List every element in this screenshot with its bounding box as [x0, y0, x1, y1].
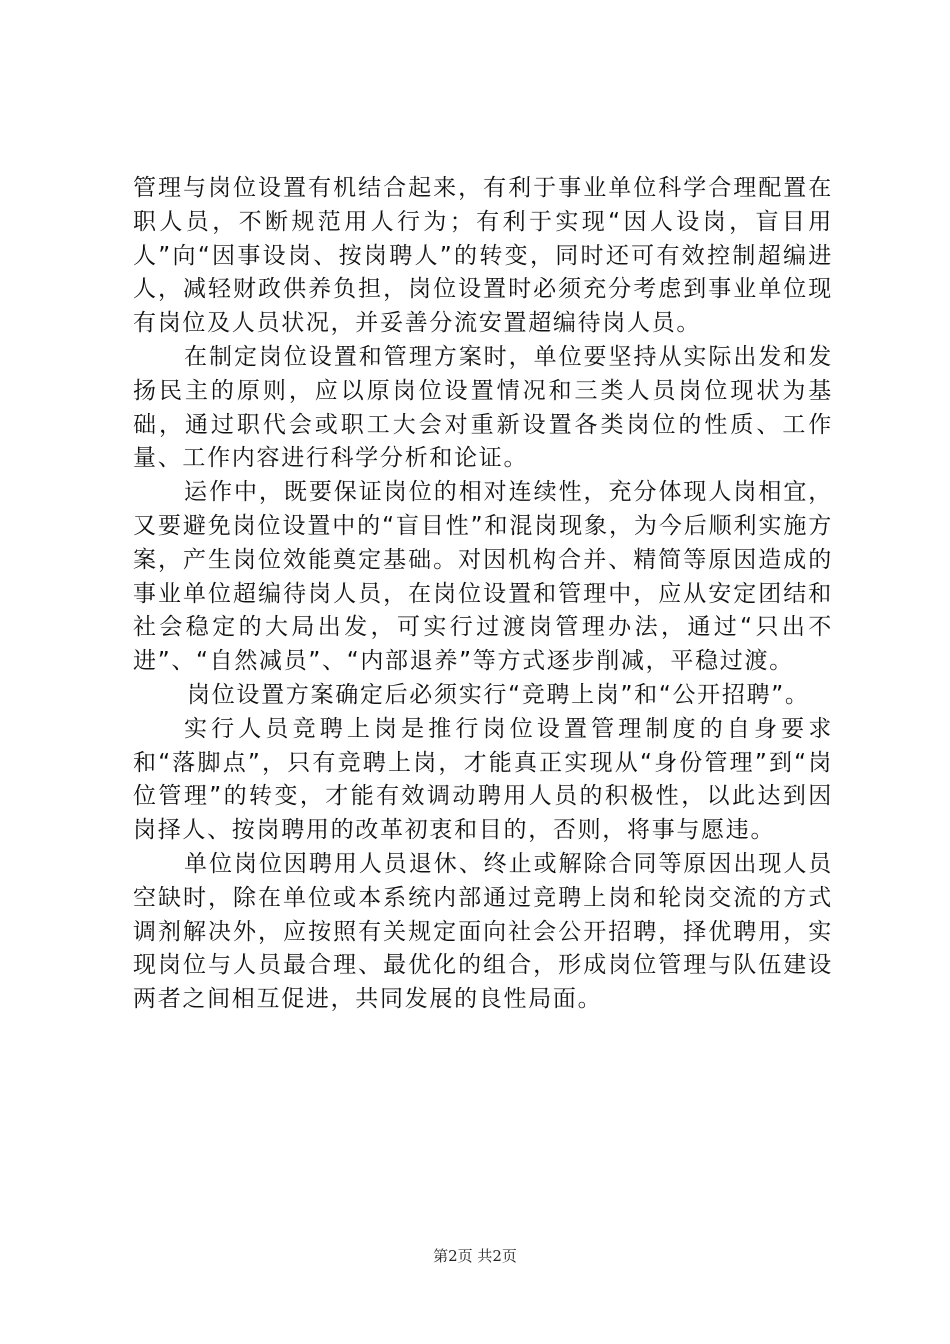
document-body	[133, 172, 833, 1017]
paragraph-6: 单位岗位因聘用人员退休、终止或解除合同等原因出现人员空缺时，除在单位或本系统内部通过竞聘上岗和轮岗交流的方式调剂解决外，应按照有关规定面向社会公开招聘，择优聘用，实现岗位与人员最合理、最优化的组合，形成岗位管理与队伍建设两者之间相互促进，共同发展的良性局面。	[133, 850, 833, 1013]
paragraph-3: 运作中，既要保证岗位的相对连续性，充分体现人岗相宜，又要避免岗位设置中的“盲目性”和混岗现象，为今后顺利实施方案，产生岗位效能奠定基础。对因机构合并、精简等原因造成的事业单位超编待岗人员，在岗位设置和管理中，应从安定团结和社会稳定的大局出发，可实行过渡岗管理办法，通过“只出不进”、“自然减员”、“内部退养”等方式逐步削减，平稳过渡。	[133, 479, 833, 675]
page-number: 第2页 共2页	[433, 1247, 517, 1265]
paragraph-5: 实行人员竞聘上岗是推行岗位设置管理制度的自身要求和“落脚点”，只有竞聘上岗，才能真正实现从“身份管理”到“岗位管理”的转变，才能有效调动聘用人员的积极性，以此达到因岗择人、按岗聘用的改革初衷和目的，否则，将事与愿违。	[133, 715, 833, 844]
paragraph-2: 在制定岗位设置和管理方案时，单位要坚持从实际出发和发扬民主的原则，应以原岗位设置情况和三类人员岗位现状为基础，通过职代会或职工大会对重新设置各类岗位的性质、工作量、工作内容进行科学分析和论证。	[133, 343, 833, 472]
paragraph-1: 管理与岗位设置有机结合起来，有利于事业单位科学合理配置在职人员，不断规范用人行为；有利于实现“因人设岗，盲目用人”向“因事设岗、按岗聘人”的转变，同时还可有效控制超编进人，减轻财政供养负担，岗位设置时必须充分考虑到事业单位现有岗位及人员状况，并妥善分流安置超编待岗人员。	[133, 175, 833, 337]
paragraph-4: 岗位设置方案确定后必须实行“竞聘上岗”和“公开招聘”。	[187, 681, 810, 708]
page-footer	[0, 1245, 950, 1266]
